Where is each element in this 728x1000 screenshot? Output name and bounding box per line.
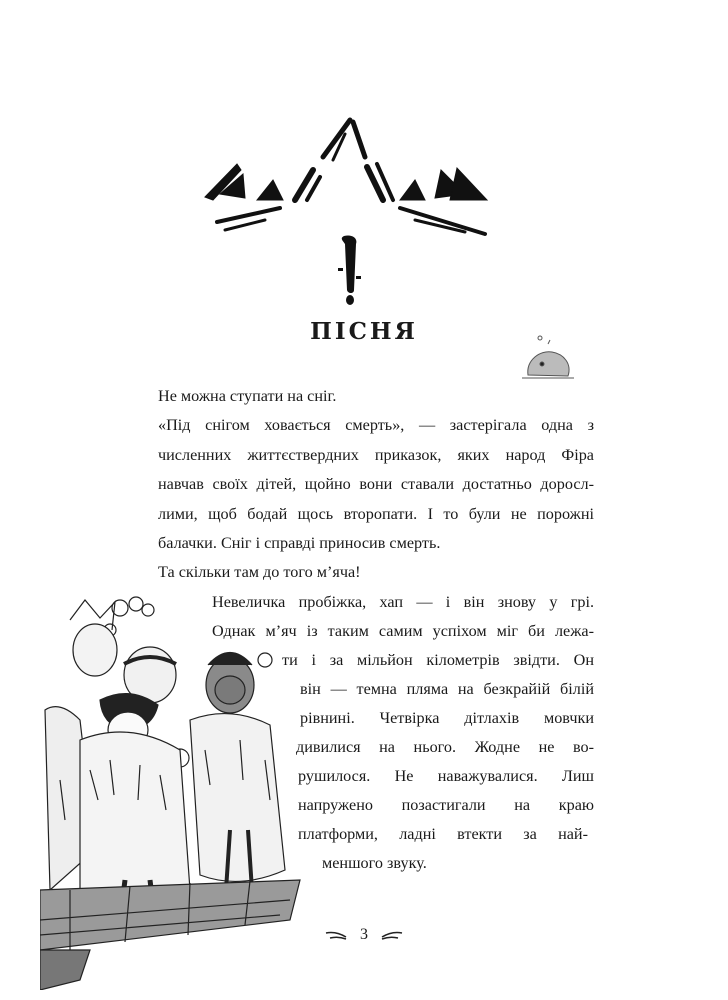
paragraph-line: меншого звуку. bbox=[322, 854, 427, 872]
small-snow-creature-icon bbox=[518, 330, 578, 390]
paragraph-line: він — темна пляма на безкрайій білій bbox=[300, 680, 594, 698]
tribal-tent-ornament-icon bbox=[195, 112, 495, 242]
chapter-title: ПІСНЯ bbox=[310, 318, 418, 345]
paragraph-line: рівнині. Четвірка дітлахів мовчки bbox=[300, 709, 594, 727]
paragraph-line: навчав своїх дітей, щойно вони ставали достатньо доросл- bbox=[158, 475, 594, 494]
page-footer bbox=[0, 926, 728, 944]
paragraph-line: рушилося. Не наважувалися. Лиш bbox=[298, 767, 594, 785]
page-number: 3 bbox=[360, 926, 368, 943]
paragraph-line: Та скільки там до того м’яча! bbox=[158, 563, 361, 582]
paragraph-line: дивилися на нього. Жодне не во- bbox=[296, 738, 594, 756]
paragraph-line: «Під снігом ховається смерть», — застерігала одна з bbox=[158, 416, 594, 435]
paragraph-line: балачки. Сніг і справді приносив смерть. bbox=[158, 534, 441, 553]
paragraph-line: ти і за мільйон кілометрів звідти. Он bbox=[282, 651, 594, 669]
paragraph-line: платформи, ладні втекти за най- bbox=[298, 825, 588, 843]
paragraph-line: напружено позастигали на краю bbox=[298, 796, 594, 814]
paragraph-line: Не можна ступати на сніг. bbox=[158, 387, 337, 405]
roman-numeral-one-icon bbox=[330, 232, 370, 312]
body-text-top bbox=[158, 382, 594, 588]
paragraph-line: Однак м’яч із таким самим успіхом міг би лежа- bbox=[212, 622, 594, 640]
left-swash-icon bbox=[324, 929, 350, 941]
paragraph-line: численних життєствердних приказок, яких народ Фіра bbox=[158, 445, 594, 464]
right-swash-icon bbox=[378, 929, 404, 941]
paragraph-line: Невеличка пробіжка, хап — і він знову у грі. bbox=[212, 593, 594, 611]
paragraph-line: лими, щоб бодай щось второпати. І то були не порожні bbox=[158, 504, 594, 523]
